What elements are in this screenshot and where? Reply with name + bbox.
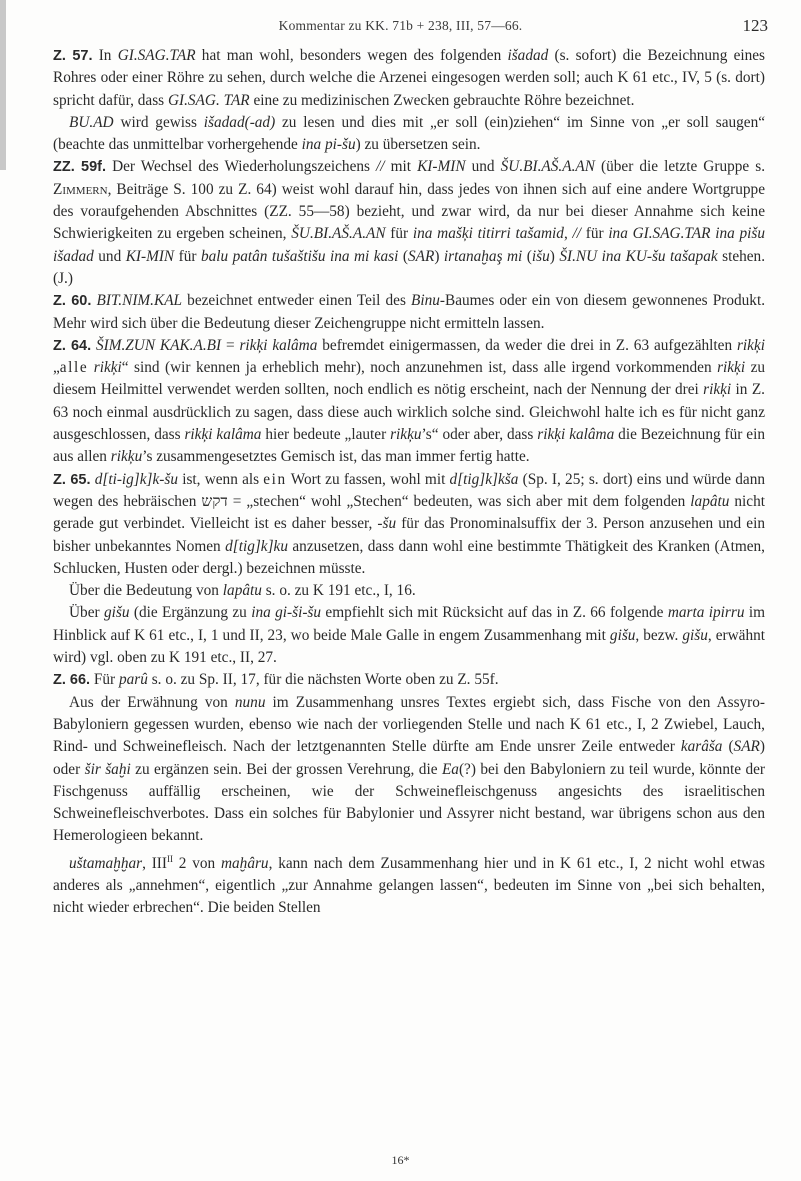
entry-label: Z. 57. xyxy=(53,48,93,64)
entry-z65-cont-2: Über gišu (die Ergänzung zu ina gi-ši-šu empfiehlt sich mit Rücksicht auf das in Z. 66 folgende marta ipirru im Hinblick auf K 61 etc., I, 1 und II, 23, wo beide Male Galle in engem Zusammenhang mit gišu, bezw. gišu, erwähnt wird) vgl. oben zu K 191 etc., II, 27. xyxy=(53,604,766,667)
entry-label: Z. 66. xyxy=(53,672,91,689)
entry-z65: Z. 65. d[ti-ig]k]k-šu ist, wenn als ein Wort zu fassen, wohl mit d[tig]k]kša (Sp. I, 25; s. dort) eins und würde dann wegen des hebräischen דקש = „stechen“ wohl „Stechen“ bedeuten, was sich aber mit dem folgenden lapâtu nicht gerade gut verbindet. Vielleicht ist es daher besser, -šu für das Pronominalsuffix der 3. Person anzusehen und ein bisher unbekanntes Nomen d[tig]k]ku anzusetzen, dass dann wohl eine bestimmte Thätigkeit des Kranken (Atmen, Schlucken, Husten oder dergl.) bezeichnen müsste. xyxy=(53,470,765,577)
printer-signature: 16* xyxy=(391,1153,410,1167)
entry-z66-cont-1: Aus der Erwähnung von nunu im Zusammenhang unsres Textes ergiebt sich, dass Fische von den Assyro-Babyloniern gegessen wurden, ebenso wie nach der vorliegenden Stelle und nach K 61 etc., I, 2 Zwiebel, Lauch, Rind- und Schweinefleisch. Nach der letztgenannten Stelle dürfte am Ende unsrer Zeile entweder karâša (SAR) oder šir šaḫi zu ergänzen sein. Bei der grossen Verehrung, die Ea(?) bei den Babyloniern zu teil wurde, könnte der Fischgenuss auffällig erscheinen, wie der Schweinefleischgenuss angesichts des israelitischen Schweinefleischverbotes. Dass ein solches für Babylonier und Assyrer nicht bestand, war übrigens schon aus den Hemerologieen bekannt. xyxy=(53,693,766,845)
entry-label: Z. 64. xyxy=(53,337,92,354)
running-head: Kommentar zu KK. 71b + 238, III, 57—66. xyxy=(278,18,523,33)
page-number: 123 xyxy=(742,16,768,35)
entry-z64: Z. 64. ŠIM.ZUN KAK.A.BI = rikķi kalâma befremdet einigermassen, da weder die drei in Z. 63 aufgezählten rikķi „alle rikķi“ sind (wir kennen ja erheblich mehr), noch anzunehmen ist, dass alle irgend vorkommenden rikķi zu diesem Heilmittel verwendet werden sollten, noch endlich es nötig erscheint, nach der Nennung der drei rikķi in Z. 63 noch einmal ausdrücklich zu sagen, dass diese auch wirklich solche sind. Gleichwohl halte ich es für nicht ganz ausgeschlossen, dass rikķi kalâma hier bedeute „lauter rikķu’s“ oder aber, dass rikķi kalâma die Bezeichnung für ein aus allen rikķu’s zusammengesetztes Gemisch ist, das man immer fertig hatte. xyxy=(53,336,766,466)
entry-z66: Z. 66. Für parû s. o. zu Sp. II, 17, für die nächsten Worte oben zu Z. 55f. xyxy=(53,671,499,689)
commentary-body xyxy=(53,45,765,920)
entry-label: Z. 60. xyxy=(53,293,92,310)
entry-label: Z. 65. xyxy=(53,471,91,488)
entry-z57-cont: BU.AD wird gewiss išadad(-ad) zu lesen und dies mit „er soll (ein)ziehen“ im Sinne von „er soll saugen“ (beachte das unmittelbar vorhergehende ina pi-šu) zu übersetzen sein. xyxy=(53,113,766,154)
entry-z65-cont-1: Über die Bedeutung von lapâtu s. o. zu K 191 etc., I, 16. xyxy=(69,582,416,600)
entry-label: ZZ. 59f. xyxy=(53,159,106,176)
entry-z57: Z. 57. In GI.SAG.TAR hat man wohl, besonders wegen des folgenden išadad (s. sofort) die Bezeichnung eines Rohres oder einer Röhre zu sehen, durch welche die Arzenei eingesogen werden soll; auch K 61 etc., IV, 5 (s. dort) spricht dafür, dass GI.SAG. TAR eine zu medizinischen Zwecken gebrauchte Röhre bezeichnet. xyxy=(53,47,766,109)
entry-z66-cont-2: uštamaḫḫar, $III^{II}$ 2 von maḫâru, kann nach dem Zusammenhang hier und in K 61 etc., I, 2 nicht wohl etwas anderes als „annehmen“, eigentlich „zur Annahme gelangen lassen“, bedeuten im Sinne von „bei sich behalten, nicht wieder erbrechen“. Die beiden Stellen xyxy=(53,853,765,917)
entry-z60: Z. 60. BIT.NIM.KAL bezeichnet entweder einen Teil des Binu-Baumes oder ein von diesem gewonnenes Produkt. Mehr wird sich über die Bedeutung dieser Zeichengruppe nicht ermitteln lassen. xyxy=(53,292,766,332)
entry-zz59f: ZZ. 59f. Der Wechsel des Wiederholungszeichens // mit KI-MIN und ŠU.BI.AŠ.A.AN (über die letzte Gruppe s. Zimmern, Beiträge S. 100 zu Z. 64) weist wohl darauf hin, dass jedes von ihnen sich auf eine andere Wortgruppe des voraufgehenden Abschnittes (ZZ. 55—58) bezieht, und zwar wird, da nur bei dieser Annahme sich keine Schwierigkeiten zu ergeben scheinen, ŠU.BI.AŠ.A.AN für ina mašķi titirri tašamid, // für ina GI.SAG.TAR ina pišu išadad und KI-MIN für balu patân tušaštišu ina mi kasi (SAR) irtanaḫaş mi (išu) ŠI.NU ina KU-šu tašapak stehen. (J.) xyxy=(53,158,766,287)
